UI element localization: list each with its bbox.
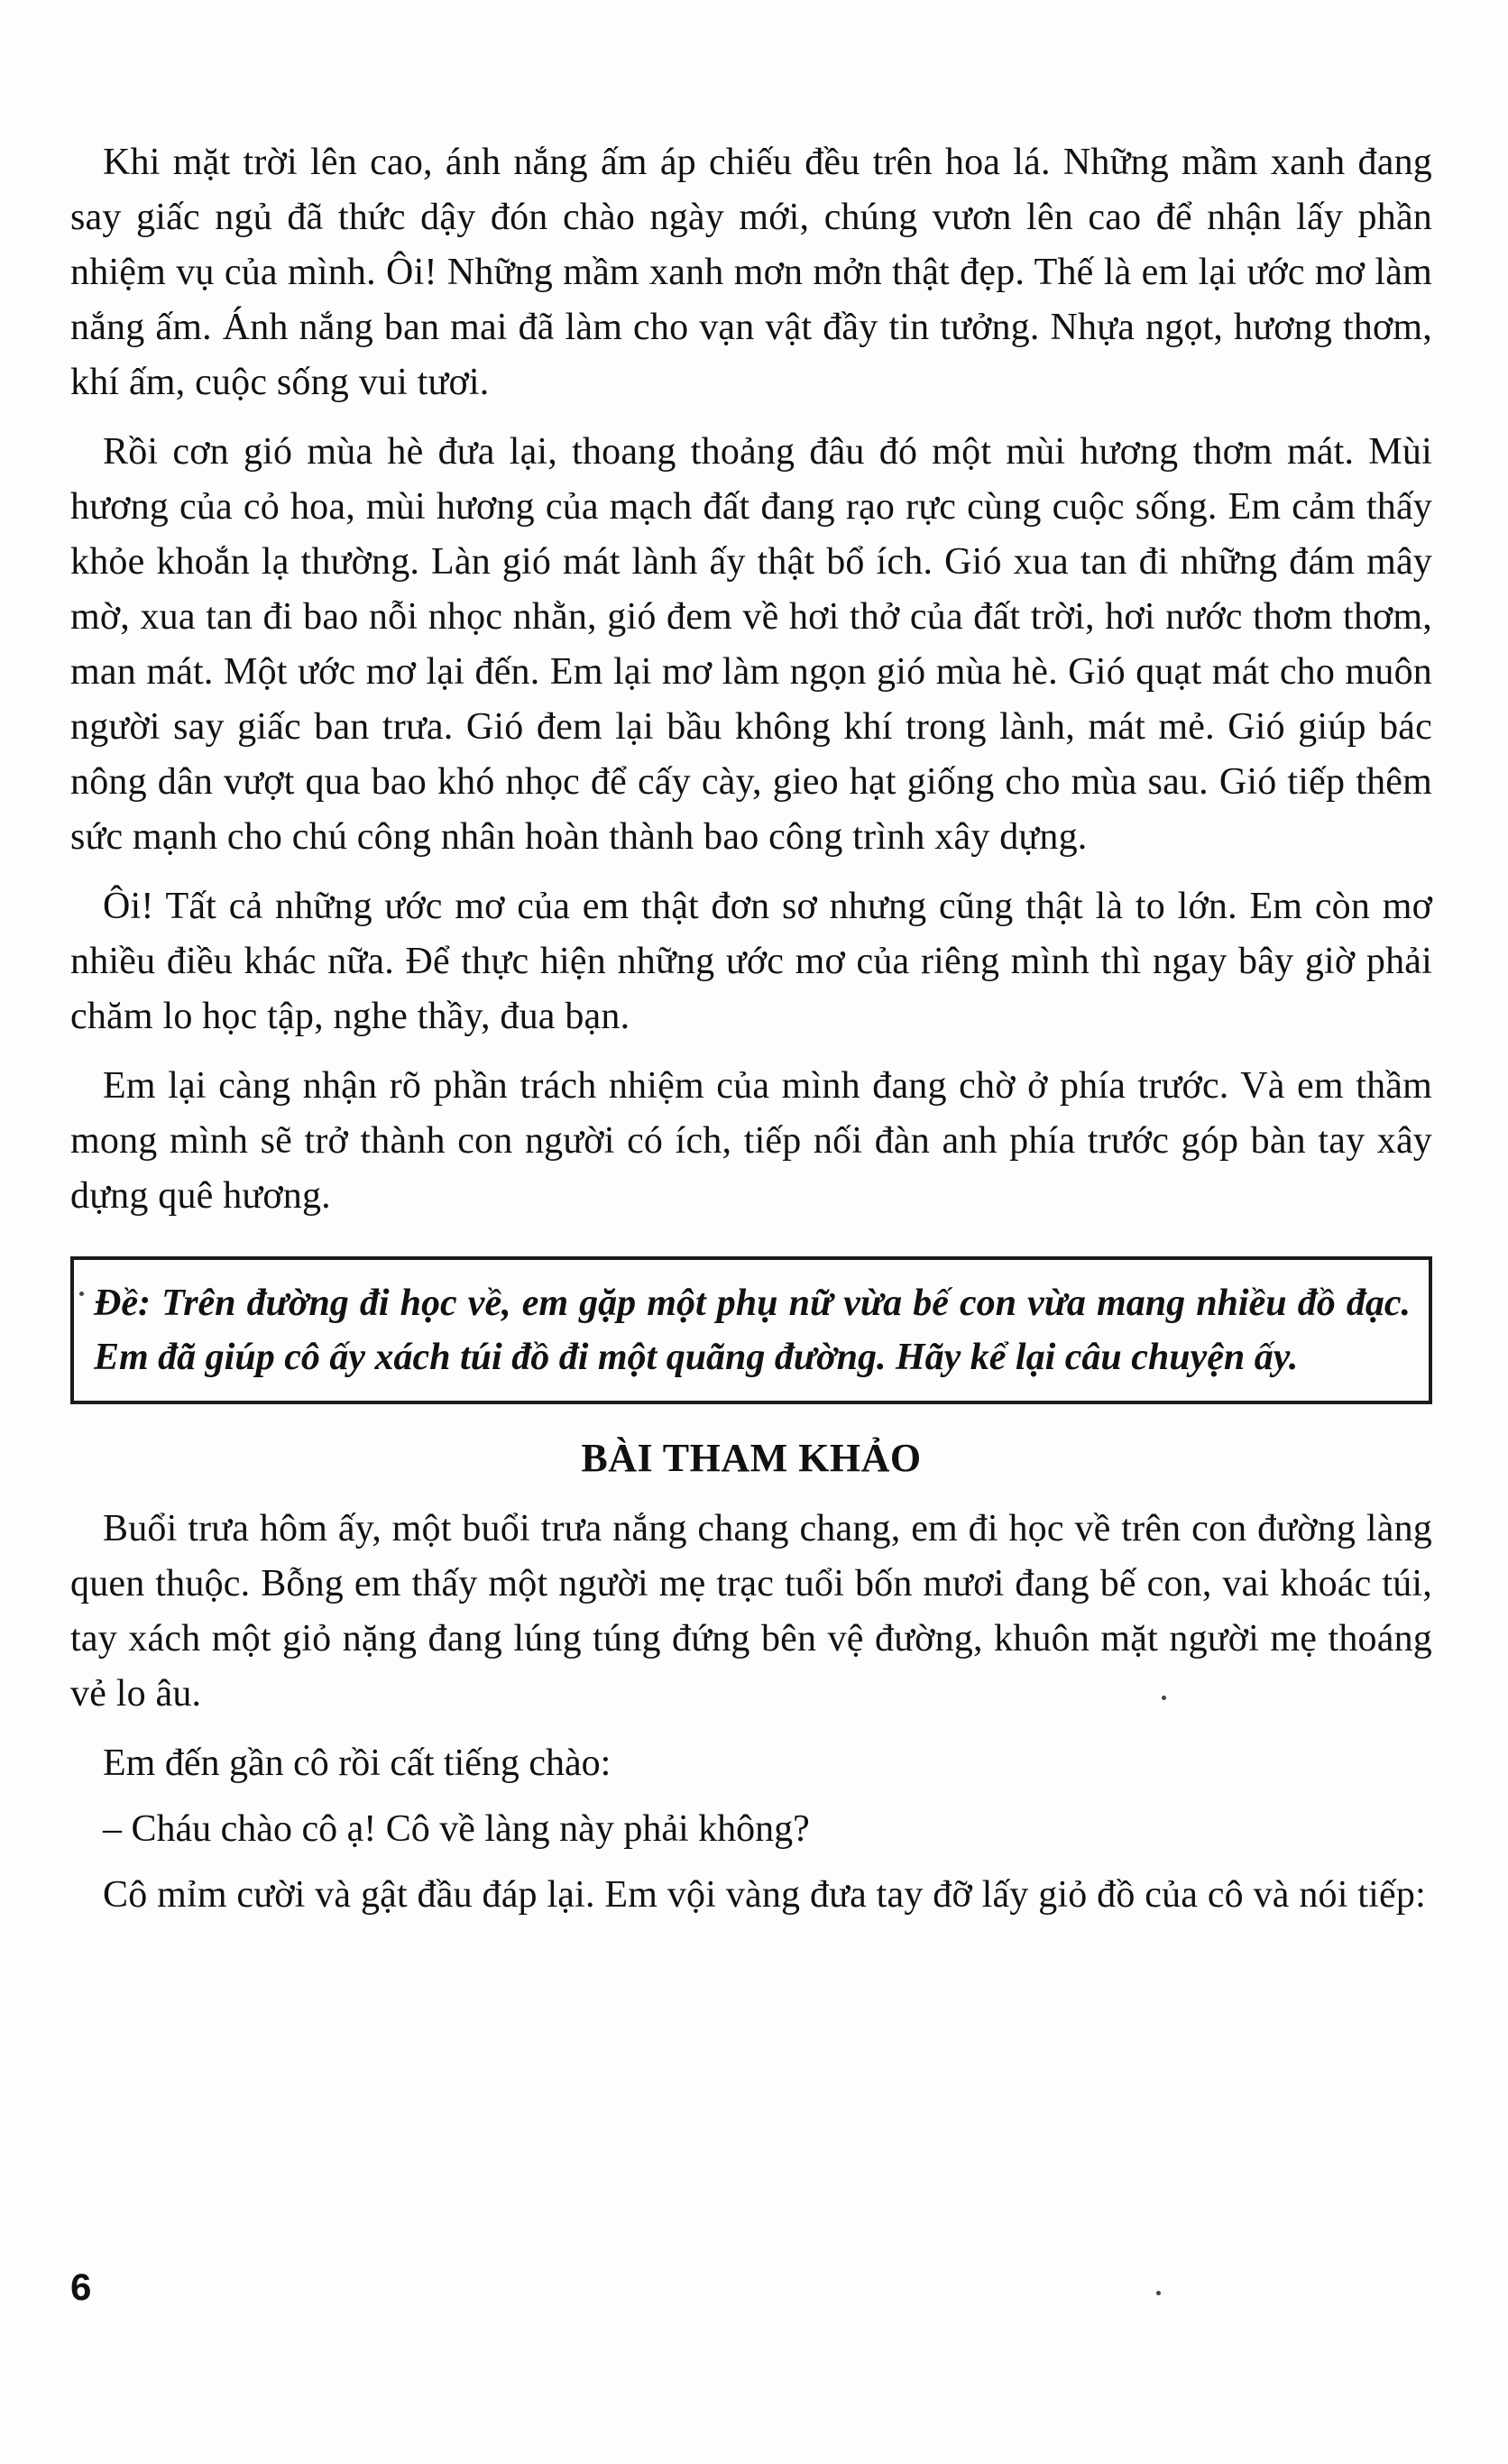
print-speck	[1156, 2291, 1161, 2295]
prompt-label: Đề:	[94, 1283, 151, 1324]
paragraph-sunlight: Khi mặt trời lên cao, ánh nắng ấm áp chiếu đều trên hoa lá. Những mầm xanh đang say giấc ngủ đã thức dậy đón chào ngày mới, chúng vươn lên cao để nhận lấy phần nhiệm vụ của mình. Ôi! Những mầm xanh mơn mởn thật đẹp. Thế là em lại ước mơ làm nắng ấm. Ánh nắng ban mai đã làm cho vạn vật đầy tin tưởng. Nhựa ngọt, hương thơm, khí ấm, cuộc sống vui tươi.	[70, 142, 1432, 403]
paragraph-responsibility: Em lại càng nhận rõ phần trách nhiệm của mình đang chờ ở phía trước. Và em thầm mong mình sẽ trở thành con người có ích, tiếp nối đàn anh phía trước góp bàn tay xây dựng quê hương.	[70, 1065, 1432, 1217]
paragraph-greeting-intro: Em đến gần cô rồi cất tiếng chào:	[103, 1742, 611, 1784]
page-content	[70, 135, 1432, 1934]
print-speck	[1162, 1696, 1166, 1700]
paragraph-reply: Cô mỉm cười và gật đầu đáp lại. Em vội vàng đưa tay đỡ lấy giỏ đồ của cô và nói tiếp:	[103, 1874, 1426, 1916]
paragraph-story-intro: Buổi trưa hôm ấy, một buổi trưa nắng chang chang, em đi học về trên con đường làng quen thuộc. Bỗng em thấy một người mẹ trạc tuổi bốn mươi đang bế con, vai khoác túi, tay xách một giỏ nặng đang lúng túng đứng bên vệ đường, khuôn mặt người mẹ thoáng vẻ lo âu.	[70, 1508, 1432, 1715]
prompt-text: Trên đường đi học về, em gặp một phụ nữ vừa bế con vừa mang nhiều đồ đạc. Em đã giúp cô ấy xách túi đồ đi một quãng đường. Hãy kể lại câu chuyện ấy.	[94, 1283, 1411, 1378]
dialog-line: – Cháu chào cô ạ! Cô về làng này phải không?	[103, 1808, 810, 1850]
paragraph-summer-wind: Rồi cơn gió mùa hè đưa lại, thoang thoảng đâu đó một mùi hương thơm mát. Mùi hương của cỏ hoa, mùi hương của mạch đất đang rạo rực cùng cuộc sống. Em cảm thấy khỏe khoắn lạ thường. Làn gió mát lành ấy thật bổ ích. Gió xua tan đi những đám mây mờ, xua tan đi bao nỗi nhọc nhằn, gió đem về hơi thở của đất trời, hơi nước thơm thơm, man mát. Một ước mơ lại đến. Em lại mơ làm ngọn gió mùa hè. Gió quạt mát cho muôn người say giấc ban trưa. Gió đem lại bầu không khí trong lành, mát mẻ. Gió giúp bác nông dân vượt qua bao khó nhọc để cấy cày, gieo hạt giống cho mùa sau. Gió tiếp thêm sức mạnh cho chú công nhân hoàn thành bao công trình xây dựng.	[70, 431, 1432, 858]
page-number: 6	[70, 2266, 92, 2308]
section-title: BÀI THAM KHẢO	[581, 1436, 922, 1480]
paragraph-dreams: Ôi! Tất cả những ước mơ của em thật đơn sơ nhưng cũng thật là to lớn. Em còn mơ nhiều điều khác nữa. Để thực hiện những ước mơ của riêng mình thì ngay bây giờ phải chăm lo học tập, nghe thầy, đua bạn.	[70, 886, 1432, 1037]
essay-prompt-box	[70, 1256, 1432, 1404]
print-speck	[79, 1292, 84, 1296]
